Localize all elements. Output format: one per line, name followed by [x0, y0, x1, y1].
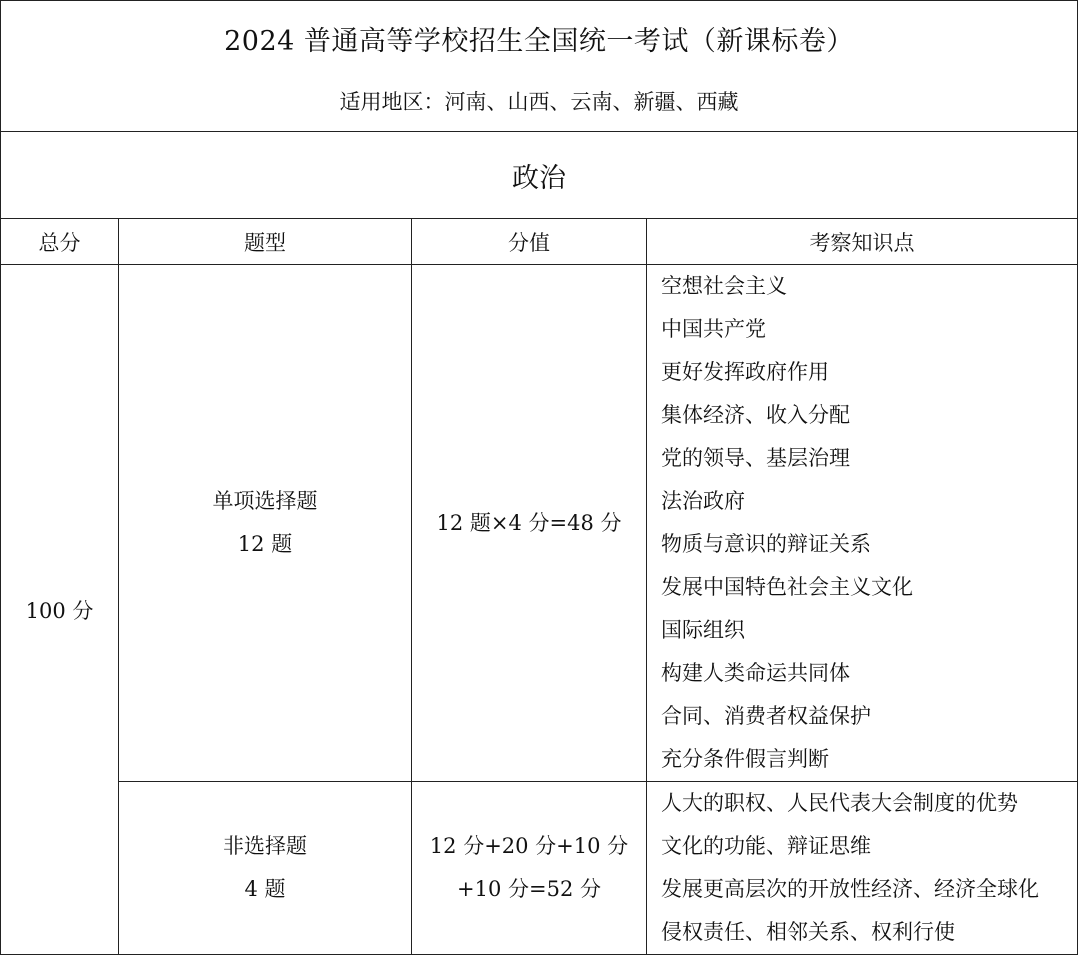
knowledge-point: 党的领导、基层治理 — [661, 446, 850, 470]
question-type-name: 单项选择题 — [212, 489, 318, 513]
table-row — [1, 782, 1078, 955]
exam-title: 2024 普通高等学校招生全国统一考试（新课标卷） — [224, 25, 854, 57]
column-header-type: 题型 — [119, 219, 412, 265]
total-score-cell — [1, 265, 119, 955]
column-header-points: 考察知识点 — [647, 219, 1078, 265]
knowledge-point: 物质与意识的辩证关系 — [661, 532, 871, 556]
knowledge-point: 人大的职权、人民代表大会制度的优势 — [661, 791, 1018, 815]
knowledge-point: 更好发挥政府作用 — [661, 360, 829, 384]
knowledge-point: 中国共产党 — [661, 317, 766, 341]
knowledge-point: 发展中国特色社会主义文化 — [661, 575, 913, 599]
score-line: 12 题×4 分=48 分 — [436, 510, 622, 535]
knowledge-point: 充分条件假言判断 — [661, 747, 829, 771]
total-score: 100 分 — [25, 598, 94, 623]
column-header-total: 总分 — [1, 219, 119, 265]
knowledge-point: 合同、消费者权益保护 — [661, 704, 871, 728]
knowledge-point: 空想社会主义 — [661, 274, 787, 298]
question-type-count: 12 题 — [237, 532, 293, 556]
knowledge-points-cell — [647, 782, 1078, 955]
knowledge-point: 侵权责任、相邻关系、权利行使 — [661, 920, 955, 944]
question-type-cell — [119, 265, 412, 782]
knowledge-point: 法治政府 — [661, 489, 745, 513]
question-type-count: 4 题 — [244, 877, 286, 901]
score-cell — [412, 782, 647, 955]
question-type-name: 非选择题 — [223, 834, 307, 858]
title-cell — [1, 1, 1078, 132]
column-header-score: 分值 — [412, 219, 647, 265]
knowledge-point: 构建人类命运共同体 — [661, 661, 850, 685]
region-subtitle: 适用地区：河南、山西、云南、新疆、西藏 — [339, 89, 739, 114]
knowledge-points-cell — [647, 265, 1078, 782]
knowledge-point: 发展更高层次的开放性经济、经济全球化 — [661, 877, 1039, 901]
table-header-row — [1, 219, 1078, 265]
knowledge-point: 集体经济、收入分配 — [661, 403, 850, 427]
table-row — [1, 265, 1078, 782]
score-line: 12 分+20 分+10 分 — [429, 834, 629, 858]
knowledge-point: 国际组织 — [661, 618, 745, 642]
knowledge-point: 文化的功能、辩证思维 — [661, 834, 871, 858]
score-line: +10 分=52 分 — [457, 877, 601, 901]
subject-title: 政治 — [1, 132, 1078, 219]
score-cell — [412, 265, 647, 782]
question-type-cell — [119, 782, 412, 955]
